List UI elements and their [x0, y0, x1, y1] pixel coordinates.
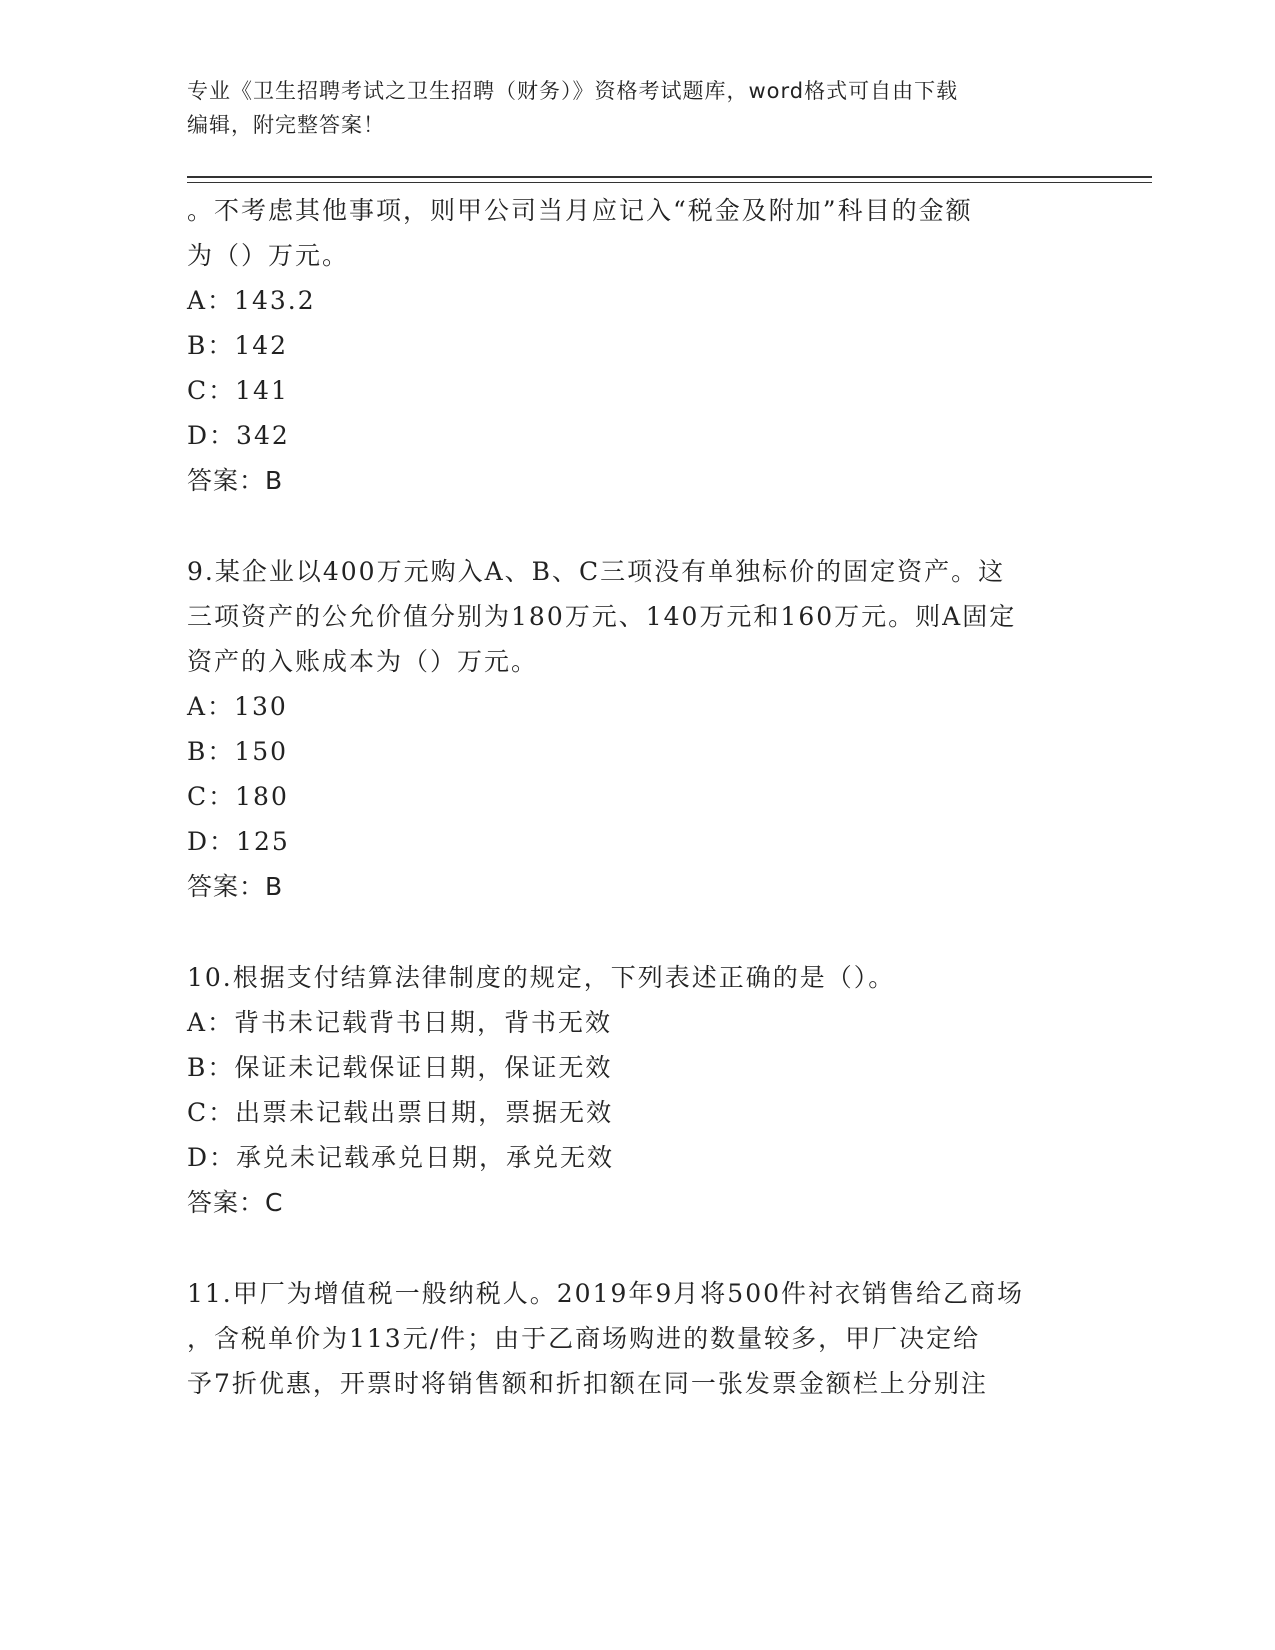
answer: 答案：C [187, 1188, 284, 1217]
question-stem-line: 三项资产的公允价值分别为180万元、140万元和160万元。则A固定 [187, 602, 1017, 631]
question-stem-line: 予7折优惠，开票时将销售额和折扣额在同一张发票金额栏上分别注 [187, 1369, 988, 1398]
spacer [187, 503, 1107, 549]
option-a: A：130 [187, 692, 288, 721]
header-divider-thick [187, 176, 1152, 178]
question-stem-line: 10.根据支付结算法律制度的规定，下列表述正确的是（）。 [187, 963, 896, 992]
option-c: C：180 [187, 782, 289, 811]
question-11 [187, 1271, 1107, 1406]
spacer [187, 1225, 1107, 1271]
document-header [187, 74, 1087, 142]
option-d: D：125 [187, 827, 290, 856]
question-stem-line: ，含税单价为113元/件；由于乙商场购进的数量较多，甲厂决定给 [187, 1324, 981, 1353]
option-b: B：142 [187, 331, 289, 360]
question-stem-line: 资产的入账成本为（）万元。 [187, 647, 539, 676]
question-9 [187, 549, 1107, 909]
option-c: C：出票未记载出票日期，票据无效 [187, 1098, 614, 1127]
option-a: A：143.2 [187, 286, 316, 315]
spacer [187, 909, 1107, 955]
header-line-1: 专业《卫生招聘考试之卫生招聘（财务）》资格考试题库，word格式可自由下载 [187, 79, 959, 103]
option-b: B：保证未记载保证日期，保证无效 [187, 1053, 613, 1082]
answer: 答案：B [187, 466, 284, 495]
header-divider-thin [187, 182, 1152, 183]
option-b: B：150 [187, 737, 289, 766]
question-stem-line: 11.甲厂为增值税一般纳税人。2019年9月将500件衬衣销售给乙商场 [187, 1279, 1025, 1308]
question-list [187, 188, 1107, 1406]
option-d: D：承兑未记载承兑日期，承兑无效 [187, 1143, 615, 1172]
option-d: D：342 [187, 421, 290, 450]
answer: 答案：B [187, 872, 284, 901]
question-8 [187, 188, 1107, 503]
question-stem-line: 9.某企业以400万元购入A、B、C三项没有单独标价的固定资产。这 [187, 557, 1006, 586]
question-stem-line: 为（）万元。 [187, 241, 350, 270]
header-line-2: 编辑，附完整答案！ [187, 113, 385, 137]
question-stem-line: 。不考虑其他事项，则甲公司当月应记入“税金及附加”科目的金额 [187, 196, 973, 225]
option-a: A：背书未记载背书日期，背书无效 [187, 1008, 613, 1037]
question-10 [187, 955, 1107, 1225]
option-c: C：141 [187, 376, 289, 405]
